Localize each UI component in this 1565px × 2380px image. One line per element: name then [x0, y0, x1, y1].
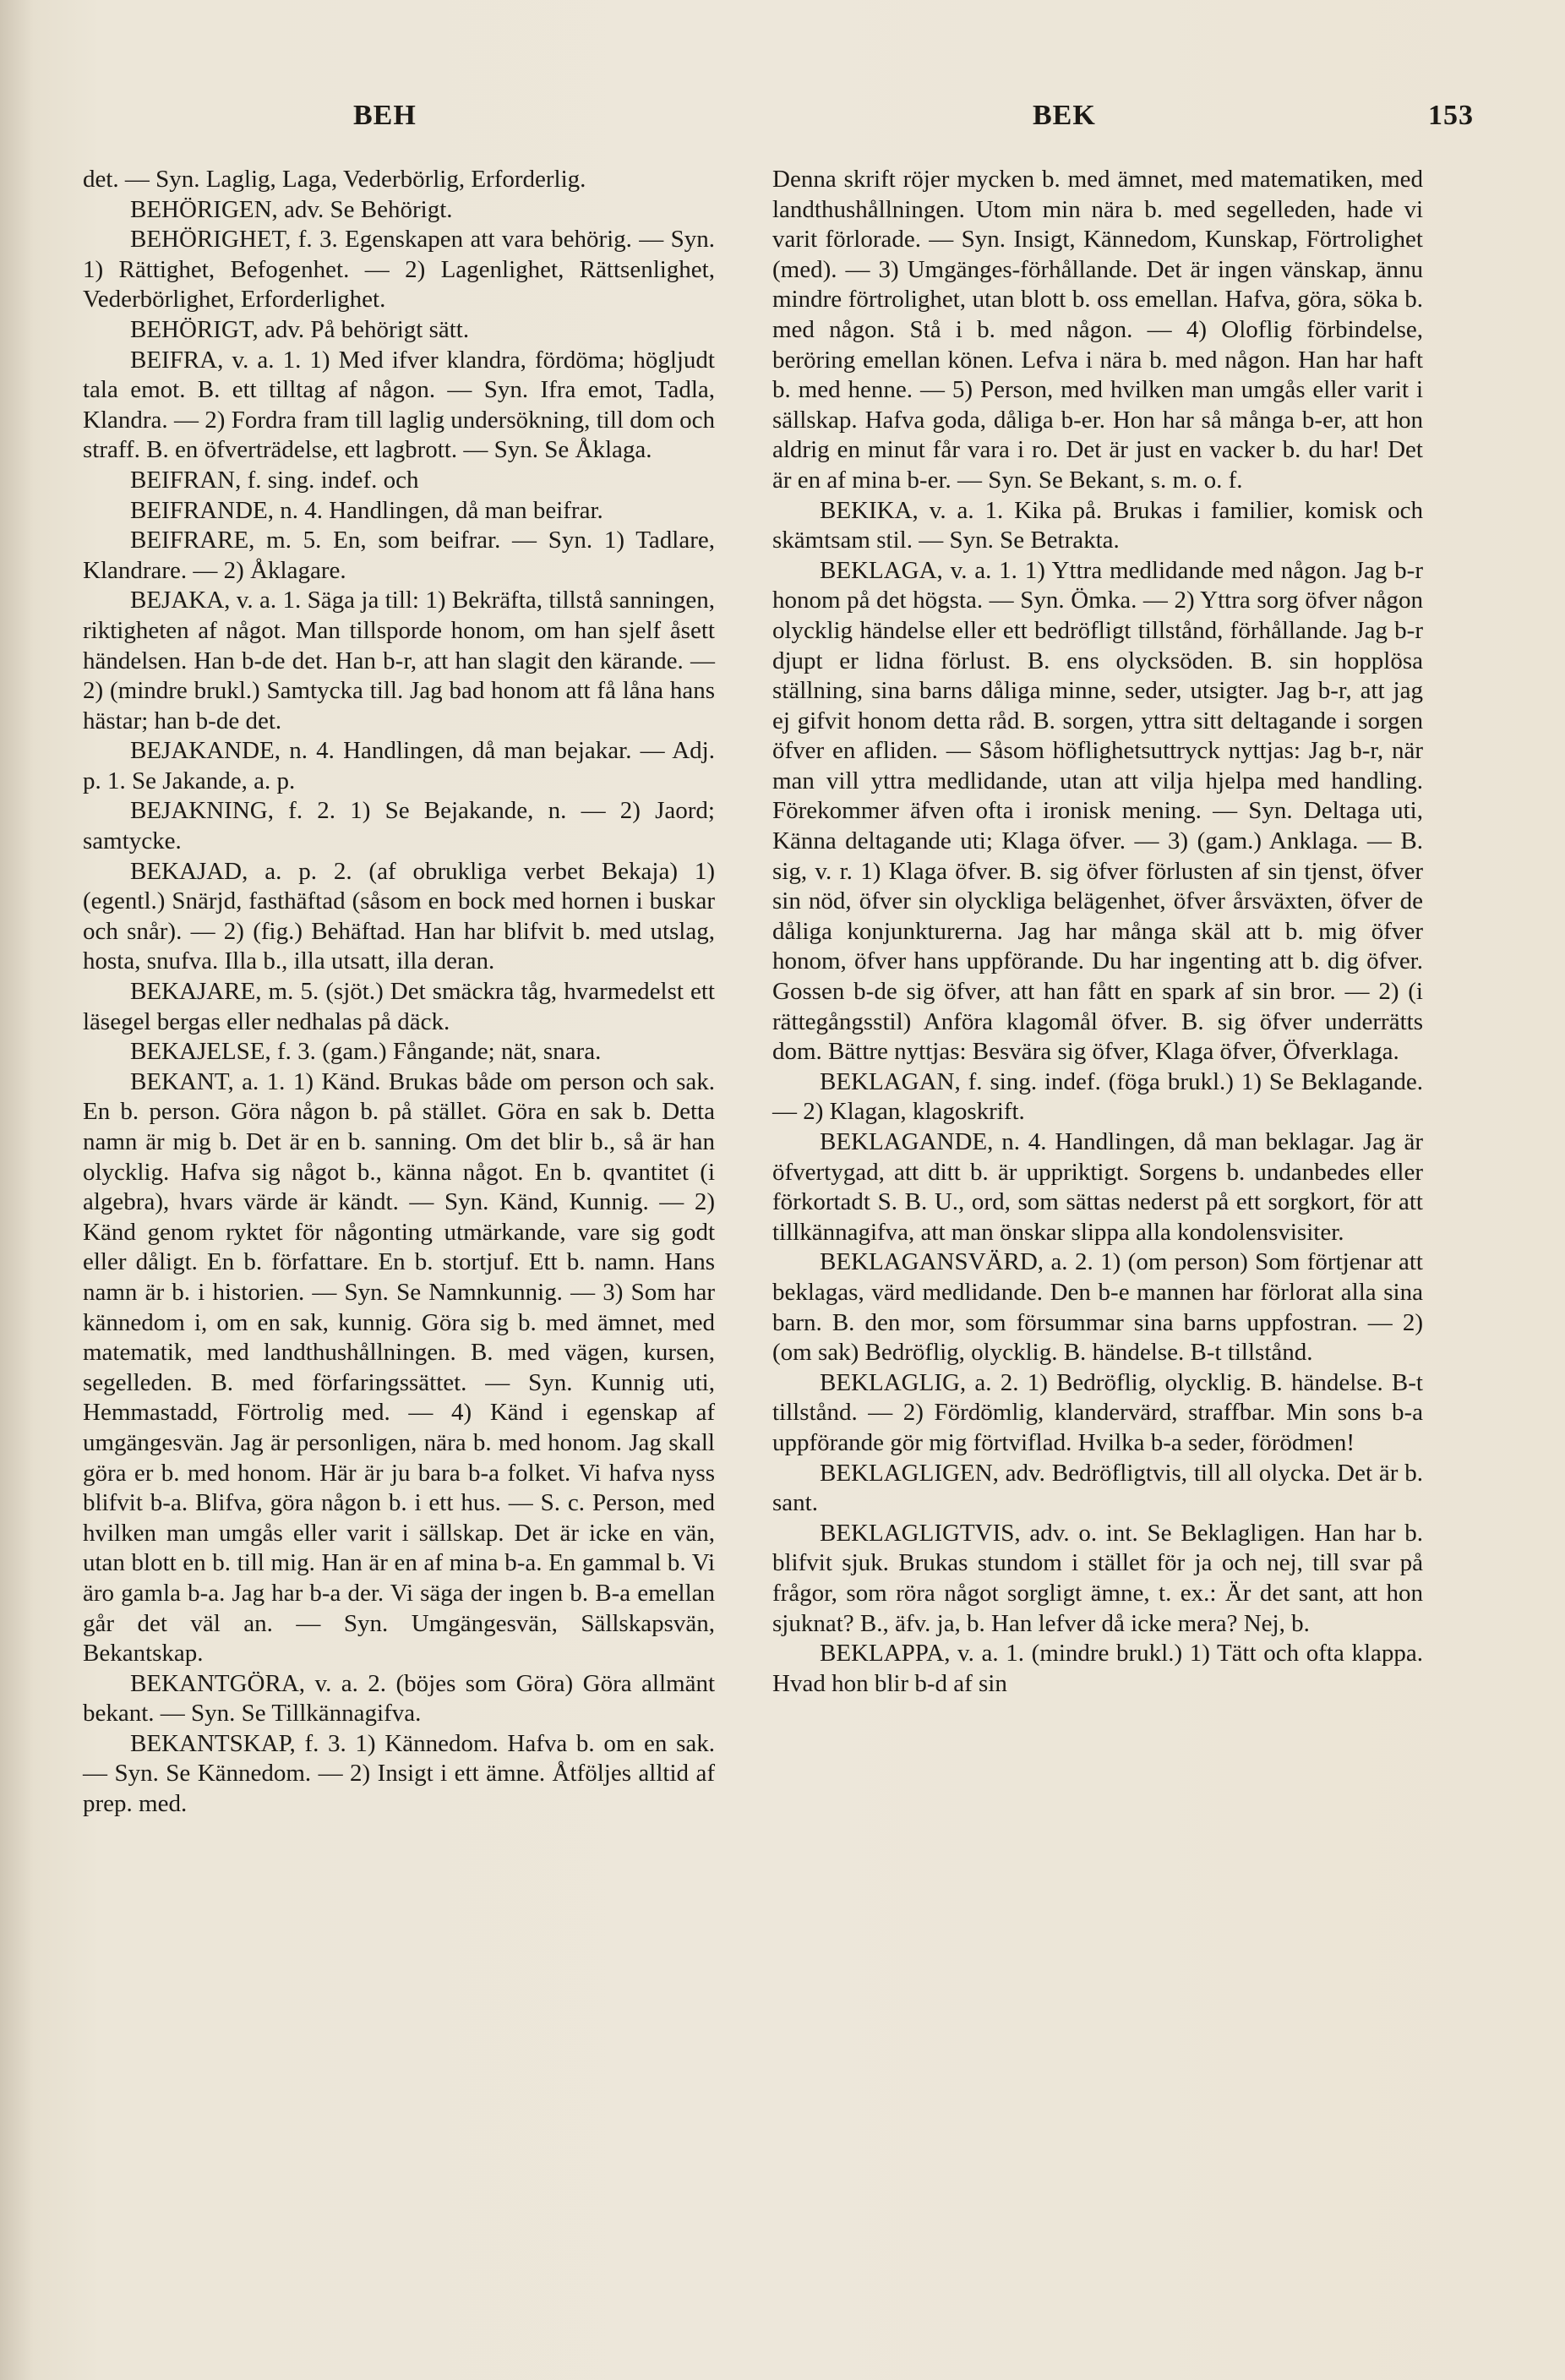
dictionary-entry: BEKANTGÖRA, v. a. 2. (böjes som Göra) Göra allmänt bekant. — Syn. Se Tillkännagifva.	[83, 1669, 715, 1728]
dictionary-entry: BEJAKNING, f. 2. 1) Se Bejakande, n. — 2) Jaord; samtycke.	[83, 797, 715, 855]
dictionary-entry: BEKAJAD, a. p. 2. (af obrukliga verbet Bekaja) 1) (egentl.) Snärjd, fasthäftad (såsom en bock med hornen i buskar och snår). — 2) (fig.) Behäftad. Han har blifvit b. med utslag, hosta, snufva. Illa b., illa utsatt, illa deran.	[83, 857, 715, 975]
dictionary-entry: BEHÖRIGHET, f. 3. Egenskapen att vara behörig. — Syn. 1) Rättighet, Befogenhet. — 2) Lagenlighet, Rättsenlighet, Vederbörlighet, Erforderlighet.	[83, 226, 715, 314]
dictionary-entry: BEJAKA, v. a. 1. Säga ja till: 1) Bekräfta, tillstå sanningen, riktigheten af något. Man tillsporde honom, om han sjelf åsett händelsen. Han b-de det. Han b-r, att han slagit den kärande. — 2) (mindre brukl.) Samtycka till. Jag bad honom att få låna hans hästar; han b-de det.	[83, 587, 715, 734]
dictionary-entry: BEKAJELSE, f. 3. (gam.) Fångande; nät, snara.	[130, 1038, 602, 1066]
running-head-right: BEK	[1033, 100, 1096, 131]
dictionary-entry: BEKLAPPA, v. a. 1. (mindre brukl.) 1) Tätt och ofta klappa. Hvad hon blir b-d af sin	[772, 1640, 1423, 1697]
running-head-left: BEH	[353, 100, 417, 131]
dictionary-entry: BEKLAGLIGEN, adv. Bedröfligtvis, till all olycka. Det är b. sant.	[772, 1459, 1423, 1517]
dictionary-entry: BEIFRA, v. a. 1. 1) Med ifver klandra, fördöma; högljudt tala emot. B. ett tilltag af någon. — Syn. Ifra emot, Tadla, Klandra. — 2) Fordra fram till laglig undersökning, till dom och straff. B. en öfverträdelse, ett lagbrott. — Syn. Se Åklaga.	[83, 346, 715, 464]
dictionary-entry: BEIFRANDE, n. 4. Handlingen, då man beifrar.	[130, 496, 603, 524]
dictionary-entry: BEIFRARE, m. 5. En, som beifrar. — Syn. 1) Tadlare, Klandrare. — 2) Åklagare.	[83, 527, 715, 584]
dictionary-entry: BEHÖRIGEN, adv. Se Behörigt.	[130, 195, 453, 223]
dictionary-entry: BEKLAGANSVÄRD, a. 2. 1) (om person) Som förtjenar att beklagas, värd medlidande. Den b-e mannen har förlorat alla sina barn. B. den mor, som försummar sina barns uppfostran. — 2) (om sak) Bedröflig, olycklig. B. händelse. B-t tillstånd.	[772, 1248, 1423, 1367]
dictionary-entry: BEKLAGLIGTVIS, adv. o. int. Se Beklagligen. Han har b. blifvit sjuk. Brukas stundom i stället för ja och nej, till svar på frågor, som röra något sorgligt ämne, t. ex.: Är det sant, att hon sjuknat? B., äfv. ja, b. Han lefver då icke mera? Nej, b.	[772, 1519, 1423, 1637]
dictionary-entry: Denna skrift röjer mycken b. med ämnet, med matematiken, med landthushållningen. Utom min nära b. med segelleden, hade vi varit förlorade. — Syn. Insigt, Kännedom, Kunskap, Förtrolighet (med). — 3) Umgänges-förhållande. Det är ingen vänskap, ännu mindre förtrolighet, utan blott b. oss emellan. Hafva, göra, söka b. med någon. Stå i b. med någon. — 4) Oloflig förbindelse, beröring emellan könen. Lefva i nära b. med någon. Han har haft b. med henne. — 5) Person, med hvilken man umgås eller varit i sällskap. Hafva goda, dåliga b-er. Hon har så många b-er, att hon aldrig en minut får vara i ro. Det är just en vacker b. du har! Det är en af mina b-er. — Syn. Se Bekant, s. m. o. f.	[772, 166, 1423, 494]
dictionary-entry: BEJAKANDE, n. 4. Handlingen, då man bejakar. — Adj. p. 1. Se Jakande, a. p.	[83, 737, 715, 794]
dictionary-entry: BEKLAGANDE, n. 4. Handlingen, då man beklagar. Jag är öfvertygad, att ditt b. är uppriktigt. Sorgens b. undanbedes eller förkortadt S. B. U., ord, som sättas nederst på ett sorgkort, för att tillkännagifva, att man önskar slippa alla kondolensvisiter.	[772, 1128, 1423, 1246]
left-column	[83, 165, 715, 1820]
dictionary-entry: BEKLAGLIG, a. 2. 1) Bedröflig, olycklig. B. händelse. B-t tillstånd. — 2) Fördömlig, klandervärd, straffbar. Min sons b-a uppförande gör mig förtviflad. Hvilka b-a seder, förödmen!	[772, 1368, 1423, 1456]
dictionary-entry: BEKAJARE, m. 5. (sjöt.) Det smäckra tåg, hvarmedelst ett läsegel bergas eller nedhalas på däck.	[83, 978, 715, 1035]
dictionary-entry: BEHÖRIGT, adv. På behörigt sätt.	[130, 315, 470, 343]
dictionary-entry: BEKLAGA, v. a. 1. 1) Yttra medlidande med någon. Jag b-r honom på det högsta. — Syn. Ömka. — 2) Yttra sorg öfver någon olycklig händelse eller ett bedröfligt tillstånd, förhållande. Jag b-r djupt er lidna förlust. B. ens olycksöden. B. sin hopplösa ställning, sina barns dåliga minne, seder, utsigter. Jag b-r, att jag ej gifvit honom detta råd. B. sorgen, yttra sitt deltagande i sorgen öfver en afliden. — Såsom höflighetsuttryck nyttjas: Jag b-r, när man vill yttra medlidande, utan att vilja hjelpa med handling. Förekommer äfven ofta i ironisk mening. — Syn. Deltaga uti, Känna deltagande uti; Klaga öfver. — 3) (gam.) Anklaga. — B. sig, v. r. 1) Klaga öfver. B. sig öfver förlusten af sin tjenst, öfver sin nöd, öfver sin olyckliga belägenhet, öfver årsväxten, öfver de dåliga konjunkturerna. Jag har många skäl att b. mig öfver honom, öfver hans uppförande. Du har ingenting att b. dig öfver. Gossen b-de sig öfver, att han fått en spark af sin bror. — 2) (i rättegångsstil) Anföra klagomål öfver. B. sig öfver underrätts dom. Bättre nyttjas: Besvära sig öfver, Klaga öfver, Öfverklaga.	[772, 556, 1423, 1066]
dictionary-entry: BEKANT, a. 1. 1) Känd. Brukas både om person och sak. En b. person. Göra någon b. på stället. Göra en sak b. Detta namn är mig b. Det är en b. sanning. Om det blir b., så är han olycklig. Hafva sig något b., känna något. En b. qvantitet (i algebra), hvars värde är kändt. — Syn. Känd, Kunnig. — 2) Känd genom ryktet för någonting utmärkande, vare sig godt eller dåligt. En b. författare. En b. stortjuf. Ett b. namn. Hans namn är b. i historien. — Syn. Se Namnkunnig. — 3) Som har kännedom i, om en sak, kunnig. Göra sig b. med ämnet, med matematik, med landthushållningen. B. med vägen, kursen, segelleden. B. med förfaringssättet. — Syn. Kunnig uti, Hemmastadd, Förtrolig med. — 4) Känd i egenskap af umgängesvän. Jag är personligen, nära b. med honom. Jag skall göra er b. med honom. Här är ju bara b-a folket. Vi hafva nyss blifvit b-a. Blifva, göra någon b. i ett hus. — S. c. Person, med hvilken man umgås eller varit i sällskap. Det är icke en vän, utan blott en b. till mig. Han är en af mina b-a. En gammal b. Vi äro gamla b-a. Jag har b-a der. Vi säga der ingen b. B-a emellan går det väl an. — Syn. Umgängesvän, Sällskapsvän, Bekantskap.	[83, 1067, 715, 1668]
dictionary-entry: det. — Syn. Laglig, Laga, Vederbörlig, Erforderlig.	[83, 166, 586, 193]
dictionary-entry: BEKANTSKAP, f. 3. 1) Kännedom. Hafva b. om en sak. — Syn. Se Kännedom. — 2) Insigt i ett ämne. Åtföljes alltid af prep. med.	[83, 1729, 715, 1818]
right-column	[772, 165, 1423, 1699]
dictionary-entry: BEKIKA, v. a. 1. Kika på. Brukas i familier, komisk och skämtsam stil. — Syn. Se Betrakta.	[772, 496, 1423, 554]
page-number: 153	[1428, 100, 1474, 131]
dictionary-entry: BEIFRAN, f. sing. indef. och	[130, 466, 419, 494]
dictionary-entry: BEKLAGAN, f. sing. indef. (föga brukl.) 1) Se Beklagande. — 2) Klagan, klagoskrift.	[772, 1067, 1423, 1126]
